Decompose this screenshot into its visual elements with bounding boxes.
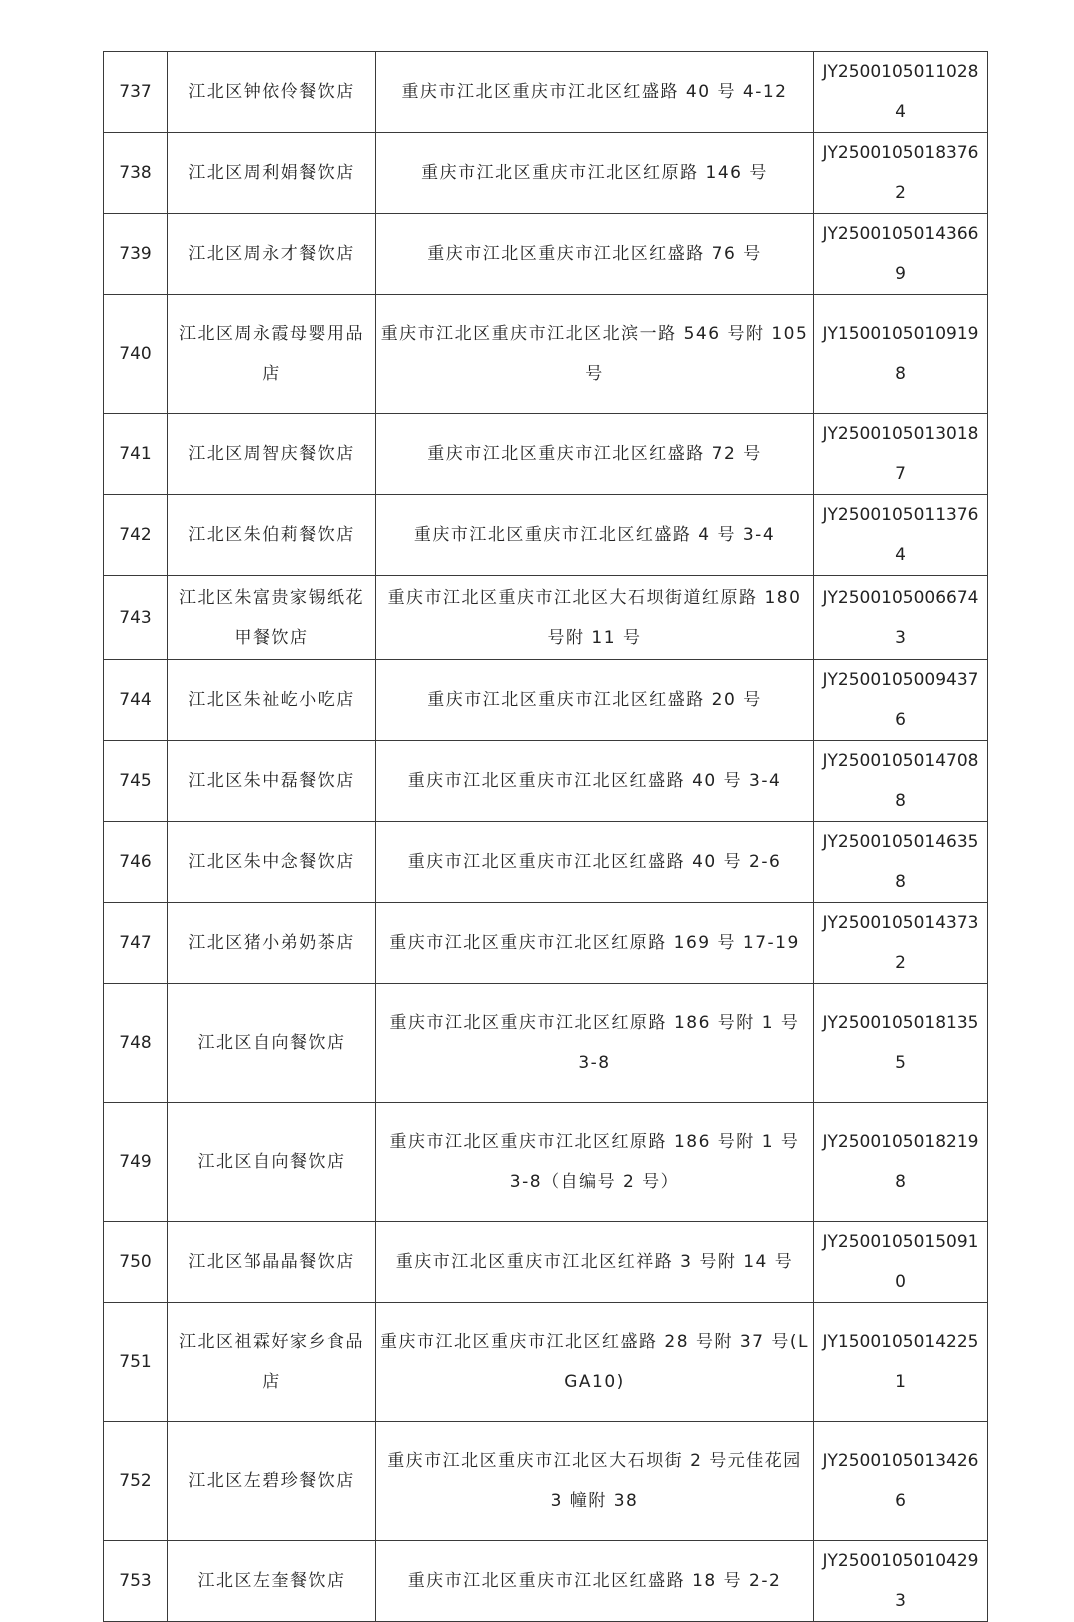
business-name: 江北区邹晶晶餐饮店 xyxy=(168,1222,376,1303)
business-address: 重庆市江北区重庆市江北区红盛路 40 号 2-6 xyxy=(376,822,814,903)
business-name: 江北区周智庆餐饮店 xyxy=(168,414,376,495)
row-number: 751 xyxy=(104,1303,168,1422)
business-name: 江北区自向餐饮店 xyxy=(168,1103,376,1222)
row-number: 750 xyxy=(104,1222,168,1303)
business-name: 江北区猪小弟奶茶店 xyxy=(168,903,376,984)
table-row xyxy=(104,295,988,414)
license-number: JY25001050094376 xyxy=(814,660,988,741)
business-name: 江北区周永才餐饮店 xyxy=(168,214,376,295)
license-number: JY25001050110284 xyxy=(814,52,988,133)
row-number: 737 xyxy=(104,52,168,133)
business-name: 江北区周利娟餐饮店 xyxy=(168,133,376,214)
business-name: 江北区朱富贵家锡纸花甲餐饮店 xyxy=(168,576,376,660)
table-row xyxy=(104,741,988,822)
business-name: 江北区钟依伶餐饮店 xyxy=(168,52,376,133)
business-name: 江北区朱中磊餐饮店 xyxy=(168,741,376,822)
license-number: JY25001050150910 xyxy=(814,1222,988,1303)
table-row xyxy=(104,495,988,576)
business-address: 重庆市江北区重庆市江北区红盛路 20 号 xyxy=(376,660,814,741)
row-number: 742 xyxy=(104,495,168,576)
row-number: 745 xyxy=(104,741,168,822)
business-address: 重庆市江北区重庆市江北区红盛路 28 号附 37 号(LGA10) xyxy=(376,1303,814,1422)
row-number: 748 xyxy=(104,984,168,1103)
business-name: 江北区朱伯莉餐饮店 xyxy=(168,495,376,576)
license-number: JY25001050181355 xyxy=(814,984,988,1103)
row-number: 739 xyxy=(104,214,168,295)
row-number: 753 xyxy=(104,1541,168,1622)
license-number: JY15001050142251 xyxy=(814,1303,988,1422)
row-number: 746 xyxy=(104,822,168,903)
business-name: 江北区祖霖好家乡食品店 xyxy=(168,1303,376,1422)
license-number: JY25001050146358 xyxy=(814,822,988,903)
table-row xyxy=(104,822,988,903)
row-number: 743 xyxy=(104,576,168,660)
row-number: 741 xyxy=(104,414,168,495)
business-address: 重庆市江北区重庆市江北区红盛路 40 号 4-12 xyxy=(376,52,814,133)
row-number: 749 xyxy=(104,1103,168,1222)
license-number: JY15001050109198 xyxy=(814,295,988,414)
business-address: 重庆市江北区重庆市江北区红盛路 40 号 3-4 xyxy=(376,741,814,822)
row-number: 747 xyxy=(104,903,168,984)
business-address: 重庆市江北区重庆市江北区红原路 186 号附 1 号 3-8 xyxy=(376,984,814,1103)
business-address: 重庆市江北区重庆市江北区红盛路 18 号 2-2 xyxy=(376,1541,814,1622)
table-row xyxy=(104,133,988,214)
business-name: 江北区周永霞母婴用品店 xyxy=(168,295,376,414)
table-row xyxy=(104,1103,988,1222)
row-number: 752 xyxy=(104,1422,168,1541)
business-address: 重庆市江北区重庆市江北区红原路 169 号 17-19 xyxy=(376,903,814,984)
business-address: 重庆市江北区重庆市江北区红原路 186 号附 1 号 3-8（自编号 2 号） xyxy=(376,1103,814,1222)
business-address: 重庆市江北区重庆市江北区大石坝街道红原路 180 号附 11 号 xyxy=(376,576,814,660)
row-number: 740 xyxy=(104,295,168,414)
table-row xyxy=(104,1303,988,1422)
table-row xyxy=(104,214,988,295)
business-name: 江北区左碧珍餐饮店 xyxy=(168,1422,376,1541)
row-number: 738 xyxy=(104,133,168,214)
row-number: 744 xyxy=(104,660,168,741)
business-address: 重庆市江北区重庆市江北区北滨一路 546 号附 105 号 xyxy=(376,295,814,414)
license-number: JY25001050113764 xyxy=(814,495,988,576)
table-row xyxy=(104,903,988,984)
business-address: 重庆市江北区重庆市江北区红盛路 76 号 xyxy=(376,214,814,295)
license-number: JY25001050183762 xyxy=(814,133,988,214)
business-address: 重庆市江北区重庆市江北区红盛路 72 号 xyxy=(376,414,814,495)
table-row xyxy=(104,1541,988,1622)
license-number: JY25001050104293 xyxy=(814,1541,988,1622)
table-row xyxy=(104,1422,988,1541)
business-name: 江北区自向餐饮店 xyxy=(168,984,376,1103)
business-name: 江北区朱祉屹小吃店 xyxy=(168,660,376,741)
license-table xyxy=(103,51,988,1622)
table-row xyxy=(104,576,988,660)
license-number: JY25001050182198 xyxy=(814,1103,988,1222)
table-row xyxy=(104,984,988,1103)
business-address: 重庆市江北区重庆市江北区红祥路 3 号附 14 号 xyxy=(376,1222,814,1303)
license-number: JY25001050143669 xyxy=(814,214,988,295)
business-name: 江北区朱中念餐饮店 xyxy=(168,822,376,903)
business-address: 重庆市江北区重庆市江北区红盛路 4 号 3-4 xyxy=(376,495,814,576)
license-number: JY25001050143732 xyxy=(814,903,988,984)
table-row xyxy=(104,1222,988,1303)
license-number: JY25001050147088 xyxy=(814,741,988,822)
business-address: 重庆市江北区重庆市江北区红原路 146 号 xyxy=(376,133,814,214)
business-name: 江北区左奎餐饮店 xyxy=(168,1541,376,1622)
license-number: JY25001050066743 xyxy=(814,576,988,660)
table-row xyxy=(104,660,988,741)
business-address: 重庆市江北区重庆市江北区大石坝街 2 号元佳花园 3 幢附 38 xyxy=(376,1422,814,1541)
table-row xyxy=(104,52,988,133)
license-number: JY25001050130187 xyxy=(814,414,988,495)
license-number: JY25001050134266 xyxy=(814,1422,988,1541)
table-row xyxy=(104,414,988,495)
